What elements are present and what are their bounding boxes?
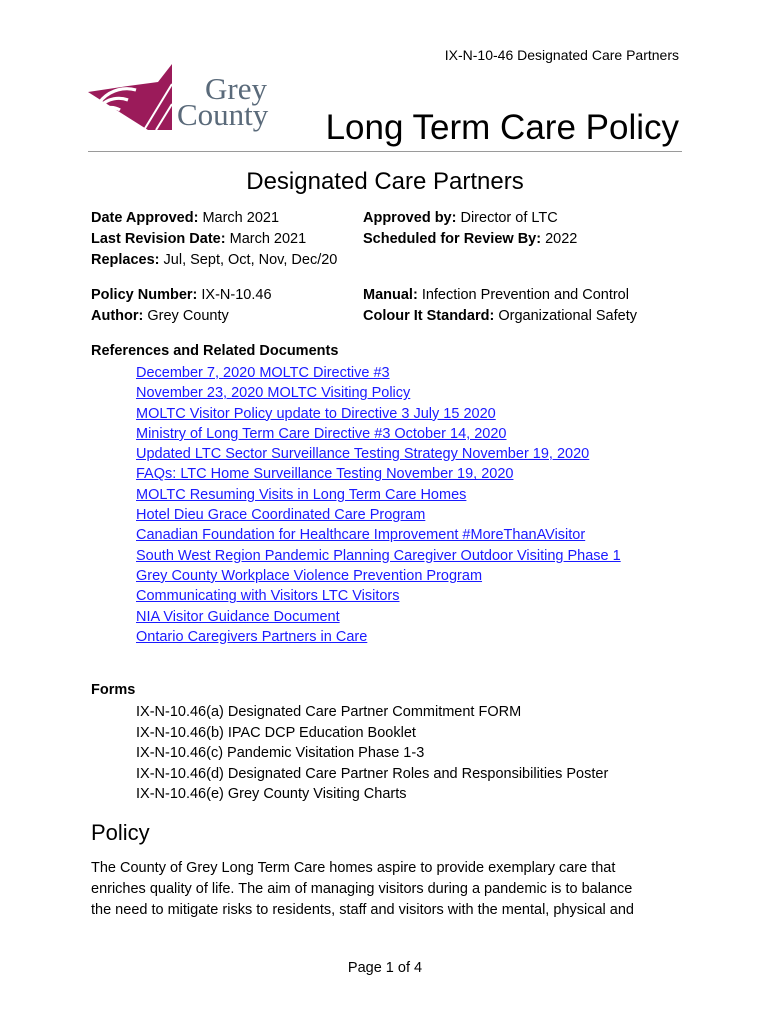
policy-heading: Policy xyxy=(91,820,150,845)
colour-standard-row: Colour It Standard: Organizational Safety xyxy=(363,308,637,324)
reference-link[interactable]: Updated LTC Sector Surveillance Testing Strategy November 19, 2020 xyxy=(136,446,590,463)
document-title: Designated Care Partners xyxy=(246,168,524,195)
page-title: Long Term Care Policy xyxy=(325,108,679,147)
reference-link[interactable]: Hotel Dieu Grace Coordinated Care Program xyxy=(136,507,426,524)
policy-info xyxy=(91,285,272,327)
approved-by-row: Approved by: Director of LTC xyxy=(363,210,558,226)
review-value: 2022 xyxy=(545,231,578,247)
reference-link[interactable]: Communicating with Visitors LTC Visitors xyxy=(136,588,400,605)
reference-link[interactable]: South West Region Pandemic Planning Caregiver Outdoor Visiting Phase 1 xyxy=(136,547,621,564)
logo-line-county: County xyxy=(177,97,269,132)
reference-link[interactable]: MOLTC Resuming Visits in Long Term Care Homes xyxy=(136,486,467,503)
references-list xyxy=(136,363,621,647)
reference-link[interactable]: November 23, 2020 MOLTC Visiting Policy xyxy=(136,385,411,402)
manual-info xyxy=(363,285,637,327)
policy-paragraph xyxy=(91,858,691,921)
forms-list xyxy=(136,702,608,805)
reference-link[interactable]: FAQs: LTC Home Surveillance Testing November 19, 2020 xyxy=(136,466,514,483)
approved-by-value: Director of LTC xyxy=(460,210,558,226)
header-divider xyxy=(88,151,682,152)
reference-link[interactable]: Ministry of Long Term Care Directive #3 October 14, 2020 xyxy=(136,425,507,442)
forms-heading: Forms xyxy=(91,682,136,698)
manual-value: Infection Prevention and Control xyxy=(421,287,629,303)
last-revision-row: Last Revision Date: March 2021 xyxy=(91,231,307,247)
author-value: Grey County xyxy=(147,308,229,324)
reference-link[interactable]: December 7, 2020 MOLTC Directive #3 xyxy=(136,365,390,381)
colour-standard-value: Organizational Safety xyxy=(498,308,637,324)
policy-line: The County of Grey Long Term Care homes aspire to provide exemplary care that xyxy=(91,860,616,876)
document-reference: IX-N-10-46 Designated Care Partners xyxy=(444,47,679,63)
reference-link[interactable]: Canadian Foundation for Healthcare Improvement #MoreThanAVisitor xyxy=(136,527,586,544)
policy-line: the need to mitigate risks to residents, staff and visitors with the mental, physical and xyxy=(91,902,634,918)
date-approved-value: March 2021 xyxy=(202,210,280,226)
policy-line: enriches quality of life. The aim of managing visitors during a pandemic is to balance xyxy=(91,881,633,897)
form-item: IX-N-10.46(b) IPAC DCP Education Booklet xyxy=(136,724,416,741)
approver-info xyxy=(363,208,577,250)
page-number: Page 1 of 4 xyxy=(347,960,423,976)
form-item: IX-N-10.46(e) Grey County Visiting Charts xyxy=(136,786,407,803)
author-row: Author: Grey County xyxy=(91,308,229,324)
references-heading: References and Related Documents xyxy=(91,343,339,359)
logo-line-grey: Grey xyxy=(205,71,267,106)
manual-row: Manual: Infection Prevention and Control xyxy=(363,287,629,303)
policy-number-value: IX-N-10.46 xyxy=(201,287,272,303)
replaces-row: Replaces: Jul, Sept, Oct, Nov, Dec/20 xyxy=(91,252,338,268)
reference-link[interactable]: Ontario Caregivers Partners in Care xyxy=(136,628,368,645)
logo-wordmark xyxy=(177,71,269,132)
form-item: IX-N-10.46(a) Designated Care Partner Commitment FORM xyxy=(136,704,522,720)
form-item: IX-N-10.46(d) Designated Care Partner Roles and Responsibilities Poster xyxy=(136,765,609,782)
approval-info xyxy=(91,208,337,271)
date-approved-row: Date Approved: March 2021 xyxy=(91,210,280,226)
form-item: IX-N-10.46(c) Pandemic Visitation Phase 1-3 xyxy=(136,745,425,762)
reference-link[interactable]: NIA Visitor Guidance Document xyxy=(136,608,340,625)
reference-link[interactable]: MOLTC Visitor Policy update to Directive 3 July 15 2020 xyxy=(136,405,496,422)
replaces-value: Jul, Sept, Oct, Nov, Dec/20 xyxy=(163,252,338,268)
reference-link[interactable]: Grey County Workplace Violence Prevention Program xyxy=(136,567,483,584)
review-row: Scheduled for Review By: 2022 xyxy=(363,231,578,247)
policy-number-row: Policy Number: IX-N-10.46 xyxy=(91,287,272,303)
last-revision-value: March 2021 xyxy=(229,231,307,247)
